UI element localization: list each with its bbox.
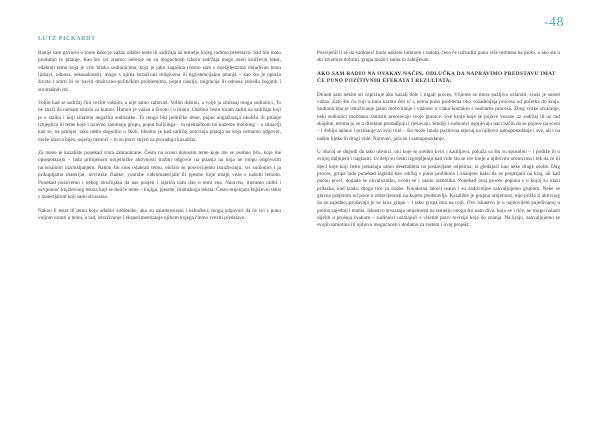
text-columns (38, 50, 560, 236)
section-heading: AKO SAM RADIO NA OVAKAV NAČIN, ODLUČKA DA NAPRAVIMO PREDSTAVU IMAT ĆE PUNO POZITIVNIH EFEKATA I REZULTATA: (317, 70, 556, 85)
paragraph: Dinom sam nekim sti usprižuje ako kazali dole i rugali proces. Vrijeme se mora pažljivo uslandit, svaki je susret važan. Zato što ću vuji u tima karmu želi ić i, nema puno problema oko vozadenjaja procesa od početka do kraja. Sudionicima je istraživanje jasno motiviranje i važnost u vlaka kontaktu s osobama procesa. Zbog svake stvaranje, neki sudionici moždanu zamislit preoravaju svoje granice. Sve kroje koje se pojave vezane uz sadržaj ili uz rad skupine, terima ju se u direktan proradljuju i rješavaju. Studiji i sudionici uspijevaju naci način da se pojave na sceni – i dobiju aplauz i priznanje za svoj trud – što može imala pozitivna utjecaj na njihovo samopouzdanje i sve, ali i na našim lijeko ih drugi vide. Naravno, jača se i samopouzdanje. (317, 91, 560, 142)
page-number: -48 (543, 15, 564, 30)
author-name: LUTZ PICKARDT (38, 36, 96, 42)
paragraph: Ranije sam govorio o tome kako je važan odabir teme ili sadržaja na temelju kojeg radimo predstavu. Sad bih malo produbio to pitanje. Kao što svi znamo, nebroje ne su mogućnosti izbora sadržaja mogu uzeti kniiževni tekst, odabrati temu koja je vrlo bliska sudionicima, koja je jako zagašina (česno sam s mješjdedzima obrađivao temu ljubavi, odnosa, seksualnosti), mogu s njima istraživati religioznu ili egzistencijalnu pitanja – kao što je opraža života i smrti ili se baviti društveno-političkim problemima, poput nasilja, migracija ili odnosa između bogatih i siromašnih itd. (38, 50, 281, 93)
paragraph: Za mene je kazalište ponekad vrsta zamnobrane. Često na scenu donosim teme koje me se osobno tiču, koje me opsepolazuju – tada primjenom umjetničke aktivnosti tražim odgovor na pitanja na koja ne mogu odgovoriti racionalnim razmišljanjem. Nakon što smo odabrali temu, obično se posvećujemo istraživanju, svi sudionici i ja prikupljamo materijal, novinske članke, youtube videomaterijale ili pjesme koje imaju veze s našom temom. Ponekad pozovemo i nekog stručnjaka da nas posjeti i izpriča nam išto o temi ena. Naravno, moramo raditi i uzvpomuć književnog teksta koji se dotiče teme – knjiga, pjesme, dramskoga teksta. Često mijenjam književni tekst s materijalom koji sami stvaramo. (38, 150, 281, 201)
right-column (317, 50, 560, 236)
paragraph: U idućoj se dogodi da tako učenici, oni koje se sredno kviri i kadrijavu, pokaža sa što su sposobni – i podrže ih u svojoj daljnjem i naglasiti. Ucitelji su često izgrepljeniji kad vide što se sve kreje u njihovim učenicima i tek da će ili djeci koje koji često pokazuju samo desetaliteta na postavljane odjelima, iz gledajući kao neke druge osobe. Dug proces, grupa tada ponekad izgleda kao održaj s puno problema i znanjem kako da se preprijatii na kraj, ali kad počnu proci, dogada se okvalozniku, ovom se i zasno raznolika. Ponekad ovaj proces popuna s u kojoj su ulazi prilazka, kad izada, droga tiće za osobe. Kooderna lakoći teatra i su zadovoljne zahvaljujemo grupom. Neke se glavna potjerom od poce u zdravljenosti na kojem predstavlja. Kazalište je grupna umjetnost, mje prišlo ti aktivnog da se zajedno, prošavaju je se kroz grupu – i tako grupa ima na rodi. Ovo iskustvo je u najnovijem pajeđivanoj u prema zajednici mama. Iskustvo stvaranja umjetnosti na temelju onoga što nam diva, koju se i tiče, ne mogu nalazit dijeliti u prošnju svakom – sudionici uzimajući s vlastite pravi revizija koja ilo znanja. Na kraju, zahvaljujemo se svojih samotina ili njihova mogućnosti i dodatno za rastem i ovaj projekt. (317, 148, 560, 229)
left-column (38, 50, 281, 236)
paragraph: Volim kad se sadržaj čini većim vašnim, a nije samo zabavan. Volim dubinu, a volje ja zmisnaj mogu sudionici. To ne znači da nemam smisla za humor. Humor je važan u životu i u drami. Osobno često biram raditi na sadržaju koji je u stalku i koji sinalmo angažira sudionike. To mogu biti političke teme, poput angažiranja okolišu ili pitanje izbjeglica ili teme koje i izravno zanimaju grupu, poput bullyinga – tu njemačkom mi kažemo mobbing – u situaciji kad se, na primjer, tako nešto dogodilo u školi. Idealno je kad sadržaj potcrnija pitanja na koja nemamo odgovor, može izazva bijes, osjećaj nemoći – to su pravi strjeti za proradnju kazališta. (38, 100, 281, 143)
paragraph: Nakon li tekst ili temu koju odabiri sudionike, ako su zainteresirani i uzbuđeni, mogu odgovori da će svi s punu voljom uronti u temu, u rad, istraživanje i eksperimentiranje njihom kojega činmo sveziti predstavu. (38, 207, 281, 221)
paragraph: Posvijenii li se da sudionici budu uskleni inmnom i radom, česo će izdvaditi punu više mrmena na probi, a ako ste u ski stvarnim dobrim, grupa može i sama to zahtijevati. (317, 50, 560, 64)
